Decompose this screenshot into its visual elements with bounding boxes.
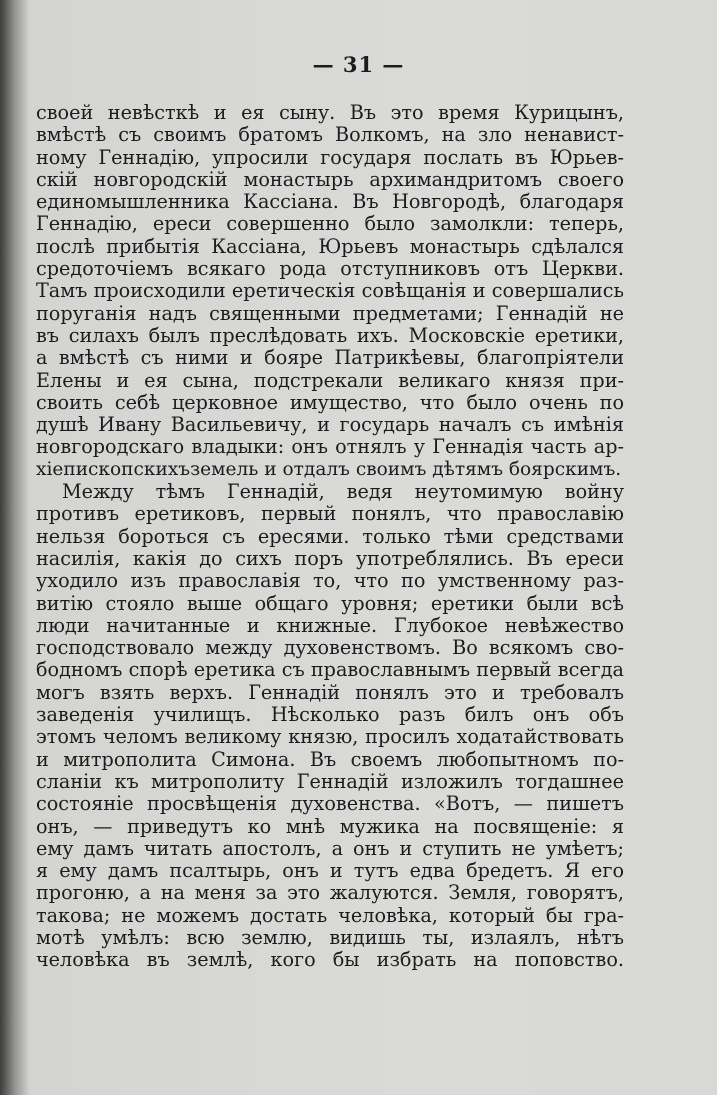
- text-line: своить себѣ церковное имущество, что было очень по: [36, 390, 624, 414]
- text-line: Елены и ея сына, подстрекали великаго князя при-: [36, 368, 624, 392]
- text-line: нельзя бороться съ ересями. только тѣми средствами: [36, 524, 624, 548]
- text-line: скій новгородскій монастырь архимандритомъ своего: [36, 167, 624, 191]
- text-line: Между тѣмъ Геннадій, ведя неутомимую войну: [62, 480, 624, 504]
- text-line: въ силахъ былъ преслѣдовать ихъ. Московскіе еретики,: [36, 323, 624, 347]
- text-line: поруганія надъ священными предметами; Геннадій не: [36, 301, 624, 325]
- text-line: вмѣстѣ съ своимъ братомъ Волкомъ, на зло ненавист-: [36, 123, 624, 147]
- text-line: онъ, — приведутъ ко мнѣ мужика на посвященіе: я: [36, 814, 624, 838]
- text-line: человѣка въ землѣ, кого бы избрать на поповство.: [36, 948, 624, 972]
- text-line: прогоню, а на меня за это жалуются. Земля, говорятъ,: [36, 881, 624, 905]
- text-line: господствовало между духовенствомъ. Во всякомъ сво-: [36, 636, 624, 660]
- text-line: и митрополита Симона. Въ своемъ любопытномъ по-: [36, 747, 624, 771]
- text-line: могъ взять верхъ. Геннадій понялъ это и требовалъ: [36, 680, 624, 704]
- text-line: насилія, какія до сихъ поръ употреблялись. Въ ереси: [36, 546, 624, 570]
- text-line: душѣ Ивану Васильевичу, и государь началъ съ имѣнія: [36, 413, 624, 437]
- text-line: а вмѣстѣ съ ними и бояре Патрикѣевы, благопріятели: [36, 346, 624, 370]
- page-number: — 31 —: [312, 52, 405, 77]
- text-line: Тамъ происходили еретическія совѣщанія и совершались: [36, 279, 624, 303]
- text-line: Геннадію, ереси совершенно было замолкли: теперь,: [36, 212, 624, 236]
- text-line: послѣ прибытія Кассіана, Юрьевъ монастырь сдѣлался: [36, 234, 624, 258]
- body-text: [36, 102, 624, 972]
- text-line: своей невѣсткѣ и ея сыну. Въ это время Курицынъ,: [36, 101, 624, 124]
- text-line: этомъ челомъ великому князю, просилъ ходатайствовать: [36, 725, 624, 749]
- text-line: заведенія училищъ. Нѣсколько разъ билъ онъ объ: [36, 703, 624, 727]
- text-line: ному Геннадію, упросили государя послать въ Юрьев-: [36, 145, 624, 169]
- text-line: бодномъ спорѣ еретика съ православнымъ первый всегда: [36, 658, 624, 682]
- text-line: новгородскаго владыки: онъ отнялъ у Геннадія часть ар-: [36, 435, 624, 459]
- text-line: витію стояло выше общаго уровня; еретики были всѣ: [36, 591, 624, 615]
- text-line: люди начитанные и книжные. Глубокое невѣжество: [36, 613, 624, 637]
- text-line: противъ еретиковъ, первый понялъ, что православію: [36, 502, 624, 526]
- text-line: уходило изъ православія то, что по умственному раз-: [36, 569, 624, 593]
- paragraph: [36, 102, 624, 481]
- text-line: средоточіемъ всякаго рода отступниковъ отъ Церкви.: [36, 257, 624, 281]
- text-line: единомышленника Кассіана. Въ Новгородѣ, благодаря: [36, 190, 624, 214]
- text-line: состояніе просвѣщенія духовенства. «Вотъ, — пишетъ: [36, 792, 624, 816]
- binding-shadow: [0, 0, 30, 1095]
- text-line: я ему дамъ псалтырь, онъ и тутъ едва бредетъ. Я его: [36, 859, 624, 883]
- text-line: мотѣ умѣлъ: всю землю, видишь ты, излаялъ, нѣтъ: [36, 925, 624, 949]
- text-line: ему дамъ читать апостолъ, а онъ и ступить не умѣетъ;: [36, 836, 624, 860]
- paragraph: [36, 481, 624, 972]
- text-line: такова; не можемъ достать человѣка, который бы гра-: [36, 903, 624, 927]
- text-line: хіепископскихъземель и отдалъ своимъ дѣтямъ боярскимъ.: [36, 458, 622, 480]
- text-line: сланіи къ митрополиту Геннадій изложилъ тогдашнее: [36, 769, 624, 793]
